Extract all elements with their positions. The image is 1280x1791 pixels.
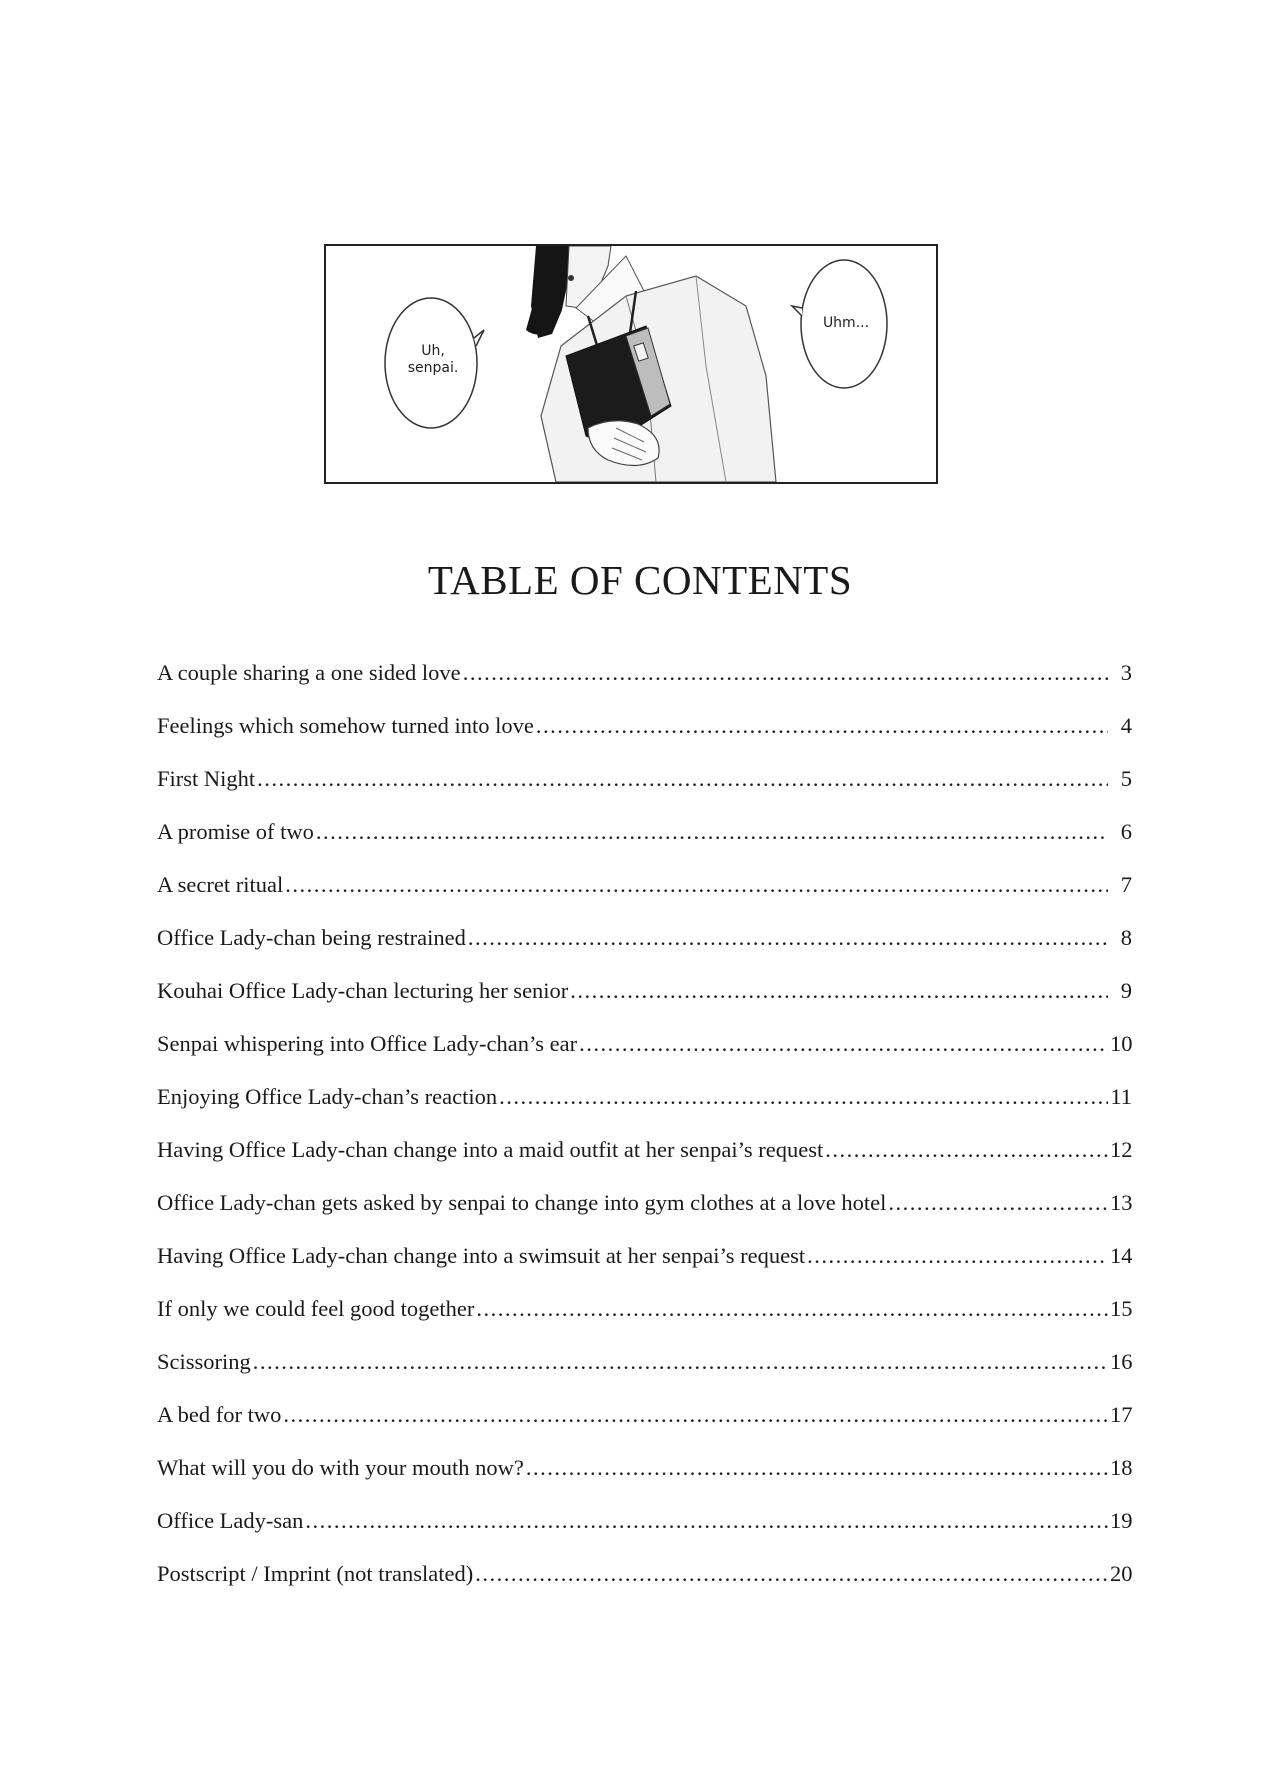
dot-leader bbox=[305, 1508, 1108, 1534]
toc-entry[interactable] bbox=[157, 1137, 1132, 1190]
page-title: TABLE OF CONTENTS bbox=[427, 557, 853, 603]
dot-leader bbox=[253, 1349, 1108, 1375]
toc-entry-title: Having Office Lady-chan change into a swimsuit at her senpai’s request bbox=[157, 1243, 806, 1268]
dot-leader bbox=[475, 1561, 1108, 1587]
toc-entry-title: Office Lady-chan being restrained bbox=[157, 925, 466, 950]
dot-leader bbox=[283, 1402, 1108, 1428]
toc-entry-page-number: 12 bbox=[1110, 1137, 1133, 1162]
toc-entry-page-number: 3 bbox=[1120, 660, 1132, 685]
toc-entry-page-number: 20 bbox=[1110, 1561, 1133, 1586]
dot-leader bbox=[499, 1084, 1108, 1110]
dot-leader bbox=[316, 819, 1108, 845]
toc-entry[interactable] bbox=[157, 819, 1132, 872]
toc-entry[interactable] bbox=[157, 1508, 1132, 1561]
dot-leader bbox=[476, 1296, 1108, 1322]
dot-leader bbox=[579, 1031, 1108, 1057]
toc-entry[interactable] bbox=[157, 1084, 1132, 1137]
toc-entry[interactable] bbox=[157, 1190, 1132, 1243]
dot-leader bbox=[825, 1137, 1108, 1163]
toc-entry[interactable] bbox=[157, 713, 1132, 766]
toc-entry-title: A secret ritual bbox=[157, 872, 284, 897]
toc-entry-title: Feelings which somehow turned into love bbox=[157, 713, 534, 738]
dot-leader bbox=[285, 872, 1108, 898]
toc-entry-title: A couple sharing a one sided love bbox=[157, 660, 461, 685]
toc-entry-page-number: 11 bbox=[1110, 1084, 1132, 1109]
toc-entry-title: Having Office Lady-chan change into a maid outfit at her senpai’s request bbox=[157, 1137, 824, 1162]
dot-leader bbox=[536, 713, 1108, 739]
toc-entry[interactable] bbox=[157, 1349, 1132, 1402]
toc-entry-page-number: 9 bbox=[1120, 978, 1132, 1003]
toc-entry-title: A bed for two bbox=[157, 1402, 282, 1427]
toc-entry-page-number: 7 bbox=[1120, 872, 1132, 897]
speech-text-right: Uhm... bbox=[822, 315, 870, 331]
toc-entry-page-number: 5 bbox=[1120, 766, 1132, 791]
toc-entry[interactable] bbox=[157, 925, 1132, 978]
toc-entry[interactable] bbox=[157, 660, 1132, 713]
toc-entry-title: Kouhai Office Lady-chan lecturing her senior bbox=[157, 978, 569, 1003]
toc-entry-page-number: 15 bbox=[1110, 1296, 1133, 1321]
dot-leader bbox=[468, 925, 1108, 951]
toc-entry-title: Senpai whispering into Office Lady-chan’s ear bbox=[157, 1031, 578, 1056]
toc-entry[interactable] bbox=[157, 1296, 1132, 1349]
toc-entry-title: Enjoying Office Lady-chan’s reaction bbox=[157, 1084, 498, 1109]
dot-leader bbox=[570, 978, 1108, 1004]
toc-entry[interactable] bbox=[157, 1561, 1132, 1614]
toc-entry[interactable] bbox=[157, 766, 1132, 819]
toc-entry-title: Office Lady-chan gets asked by senpai to change into gym clothes at a love hotel bbox=[157, 1190, 887, 1215]
toc-entry-title: Scissoring bbox=[157, 1349, 251, 1374]
toc-entry-page-number: 18 bbox=[1110, 1455, 1133, 1480]
toc-entry[interactable] bbox=[157, 1455, 1132, 1508]
toc-entry[interactable] bbox=[157, 872, 1132, 925]
toc-entry[interactable] bbox=[157, 1243, 1132, 1296]
toc-entry-page-number: 10 bbox=[1110, 1031, 1133, 1056]
toc-entry-title: If only we could feel good together bbox=[157, 1296, 475, 1321]
toc-entry[interactable] bbox=[157, 1031, 1132, 1084]
dot-leader bbox=[807, 1243, 1108, 1269]
toc-entry-page-number: 6 bbox=[1120, 819, 1132, 844]
toc-entry-title: First Night bbox=[157, 766, 256, 791]
speech-text-left: Uh, senpai. bbox=[407, 343, 459, 376]
toc-entry-page-number: 13 bbox=[1110, 1190, 1133, 1215]
toc-entry[interactable] bbox=[157, 978, 1132, 1031]
toc-entry-page-number: 19 bbox=[1110, 1508, 1133, 1533]
toc-entry-page-number: 17 bbox=[1110, 1402, 1133, 1427]
toc-entry-title: Postscript / Imprint (not translated) bbox=[157, 1561, 474, 1586]
dot-leader bbox=[526, 1455, 1108, 1481]
table-of-contents bbox=[157, 660, 1132, 1614]
toc-entry-title: Office Lady-san bbox=[157, 1508, 304, 1533]
toc-entry-title: What will you do with your mouth now? bbox=[157, 1455, 524, 1480]
toc-entry-page-number: 8 bbox=[1120, 925, 1132, 950]
manga-panel bbox=[324, 244, 938, 484]
toc-entry-page-number: 16 bbox=[1110, 1349, 1133, 1374]
toc-entry[interactable] bbox=[157, 1402, 1132, 1455]
toc-entry-page-number: 4 bbox=[1120, 713, 1132, 738]
toc-entry-page-number: 14 bbox=[1110, 1243, 1133, 1268]
dot-leader bbox=[257, 766, 1108, 792]
toc-entry-title: A promise of two bbox=[157, 819, 314, 844]
dot-leader bbox=[888, 1190, 1108, 1216]
dot-leader bbox=[463, 660, 1108, 686]
